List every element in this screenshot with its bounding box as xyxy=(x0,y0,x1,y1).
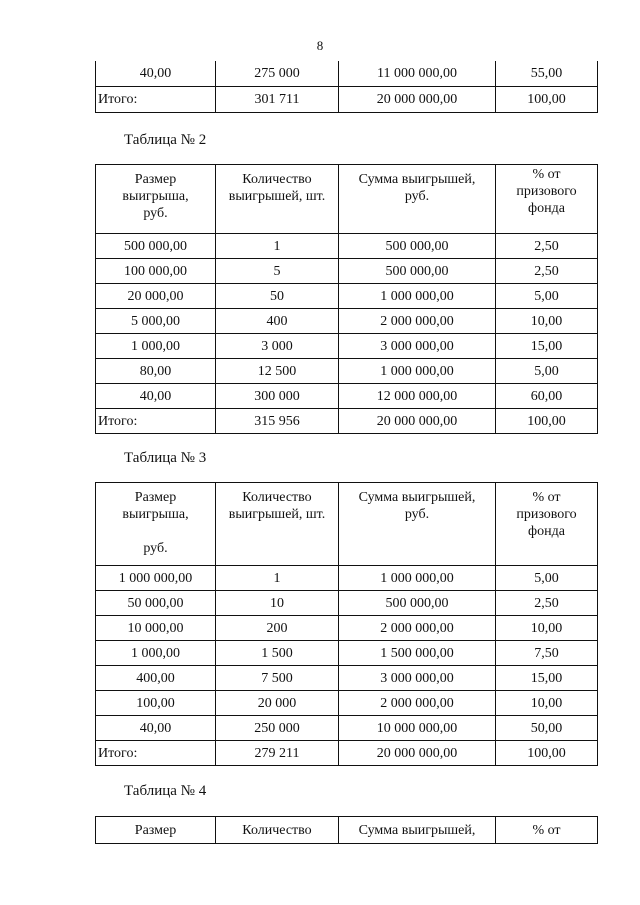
table-cell: 40,00 xyxy=(96,384,216,409)
header-text: руб. xyxy=(404,507,430,522)
table-cell: 315 956 xyxy=(216,409,339,434)
table-cell: 400 xyxy=(216,309,339,334)
table-row xyxy=(96,566,598,591)
table-3-caption: Таблица № 3 xyxy=(124,450,207,466)
header-size: Размер xyxy=(96,817,216,844)
total-row xyxy=(96,87,598,113)
table-cell: 7,50 xyxy=(496,641,598,666)
table-row xyxy=(96,591,598,616)
table-cell: 12 500 xyxy=(216,359,339,384)
header-sum: Сумма выигрышей, xyxy=(339,817,496,844)
header-size xyxy=(96,483,216,566)
table-row xyxy=(96,334,598,359)
header-percent xyxy=(496,483,598,566)
table-cell: 10 000,00 xyxy=(96,616,216,641)
header-text: выигрышей, шт. xyxy=(228,507,326,522)
table-cell: 55,00 xyxy=(496,61,598,87)
table-cell: 1 000 000,00 xyxy=(339,359,496,384)
table-cell: 50,00 xyxy=(496,716,598,741)
table-cell: 100,00 xyxy=(496,87,598,113)
table-header-row xyxy=(96,817,598,844)
header-text: % от xyxy=(532,167,561,182)
header-text: Сумма выигрышей, xyxy=(358,172,476,187)
page-number: 8 xyxy=(316,38,324,53)
table-cell: 80,00 xyxy=(96,359,216,384)
table-cell: 60,00 xyxy=(496,384,598,409)
table-cell: 3 000 000,00 xyxy=(339,666,496,691)
table-cell: 200 xyxy=(216,616,339,641)
header-text: выигрышей, шт. xyxy=(228,189,326,204)
table-row xyxy=(96,716,598,741)
header-sum xyxy=(339,165,496,234)
total-label: Итого: xyxy=(96,409,216,434)
table-cell: 12 000 000,00 xyxy=(339,384,496,409)
header-text: Количество xyxy=(242,490,312,505)
table-cell: 301 711 xyxy=(216,87,339,113)
table-cell: 10,00 xyxy=(496,616,598,641)
table-cell: 10 000 000,00 xyxy=(339,716,496,741)
total-label: Итого: xyxy=(96,87,216,113)
header-text: руб. xyxy=(404,189,430,204)
table-cell: 2,50 xyxy=(496,259,598,284)
table-row xyxy=(96,359,598,384)
table-cell: 400,00 xyxy=(96,666,216,691)
header-text: Количество xyxy=(242,172,312,187)
table-cell: 2,50 xyxy=(496,234,598,259)
table-row xyxy=(96,616,598,641)
table-1-continuation xyxy=(95,61,598,113)
table-cell: 1 500 000,00 xyxy=(339,641,496,666)
total-label: Итого: xyxy=(96,741,216,766)
header-text: фонда xyxy=(528,201,565,216)
table-cell: 7 500 xyxy=(216,666,339,691)
header-text: выигрыша, xyxy=(122,507,189,522)
table-cell: 1 000,00 xyxy=(96,334,216,359)
table-cell: 100,00 xyxy=(496,741,598,766)
table-cell: 15,00 xyxy=(496,334,598,359)
header-sum xyxy=(339,483,496,566)
table-cell: 1 000 000,00 xyxy=(339,284,496,309)
table-2-caption: Таблица № 2 xyxy=(124,132,207,148)
header-text: Размер xyxy=(134,172,177,187)
table-row xyxy=(96,234,598,259)
table-cell: 5,00 xyxy=(496,566,598,591)
table-cell: 500 000,00 xyxy=(339,259,496,284)
total-row xyxy=(96,409,598,434)
table-3 xyxy=(95,482,598,766)
table-cell: 2 000 000,00 xyxy=(339,616,496,641)
header-text: призового xyxy=(516,507,577,522)
table-cell: 50 xyxy=(216,284,339,309)
table-cell: 50 000,00 xyxy=(96,591,216,616)
table-row xyxy=(96,284,598,309)
table-cell: 300 000 xyxy=(216,384,339,409)
header-text: % от xyxy=(532,490,561,505)
table-cell: 279 211 xyxy=(216,741,339,766)
table-row xyxy=(96,641,598,666)
table-cell: 11 000 000,00 xyxy=(339,61,496,87)
table-cell: 20 000 000,00 xyxy=(339,87,496,113)
table-4-caption: Таблица № 4 xyxy=(124,783,207,799)
header-text: Размер xyxy=(134,490,177,505)
table-cell: 500 000,00 xyxy=(339,591,496,616)
total-row xyxy=(96,741,598,766)
table-4 xyxy=(95,816,598,844)
table-cell: 5 xyxy=(216,259,339,284)
table-cell: 10,00 xyxy=(496,691,598,716)
table-cell: 500 000,00 xyxy=(339,234,496,259)
table-row xyxy=(96,691,598,716)
table-row xyxy=(96,666,598,691)
table-cell: 20 000,00 xyxy=(96,284,216,309)
table-cell: 500 000,00 xyxy=(96,234,216,259)
table-cell: 15,00 xyxy=(496,666,598,691)
table-header-row xyxy=(96,483,598,566)
header-text: призового xyxy=(516,184,577,199)
table-cell: 100,00 xyxy=(96,691,216,716)
table-cell: 20 000 000,00 xyxy=(339,409,496,434)
header-count xyxy=(216,483,339,566)
table-cell: 1 000 000,00 xyxy=(96,566,216,591)
table-cell: 3 000 xyxy=(216,334,339,359)
table-row xyxy=(96,309,598,334)
table-cell: 100,00 xyxy=(496,409,598,434)
table-row xyxy=(96,384,598,409)
table-cell: 2 000 000,00 xyxy=(339,691,496,716)
table-cell: 40,00 xyxy=(96,61,216,87)
table-2 xyxy=(95,164,598,434)
table-cell: 1 000 000,00 xyxy=(339,566,496,591)
header-count xyxy=(216,165,339,234)
table-cell: 10,00 xyxy=(496,309,598,334)
header-size xyxy=(96,165,216,234)
table-cell: 1 000,00 xyxy=(96,641,216,666)
header-text: руб. xyxy=(143,206,168,221)
table-row xyxy=(96,61,598,87)
header-text: выигрыша, xyxy=(122,189,189,204)
table-cell: 250 000 xyxy=(216,716,339,741)
table-header-row xyxy=(96,165,598,234)
header-percent: % от xyxy=(496,817,598,844)
table-cell: 1 xyxy=(216,234,339,259)
table-cell: 275 000 xyxy=(216,61,339,87)
table-cell: 5 000,00 xyxy=(96,309,216,334)
table-cell: 20 000 000,00 xyxy=(339,741,496,766)
table-cell: 40,00 xyxy=(96,716,216,741)
header-count: Количество xyxy=(216,817,339,844)
header-text: фонда xyxy=(528,524,565,539)
table-cell: 20 000 xyxy=(216,691,339,716)
table-row xyxy=(96,259,598,284)
table-cell: 100 000,00 xyxy=(96,259,216,284)
table-cell: 10 xyxy=(216,591,339,616)
header-text: руб. xyxy=(143,541,168,556)
table-cell: 1 500 xyxy=(216,641,339,666)
table-cell: 5,00 xyxy=(496,359,598,384)
table-cell: 3 000 000,00 xyxy=(339,334,496,359)
table-cell: 1 xyxy=(216,566,339,591)
table-cell: 5,00 xyxy=(496,284,598,309)
table-cell: 2,50 xyxy=(496,591,598,616)
header-text: Сумма выигрышей, xyxy=(358,490,476,505)
table-cell: 2 000 000,00 xyxy=(339,309,496,334)
header-percent xyxy=(496,165,598,234)
